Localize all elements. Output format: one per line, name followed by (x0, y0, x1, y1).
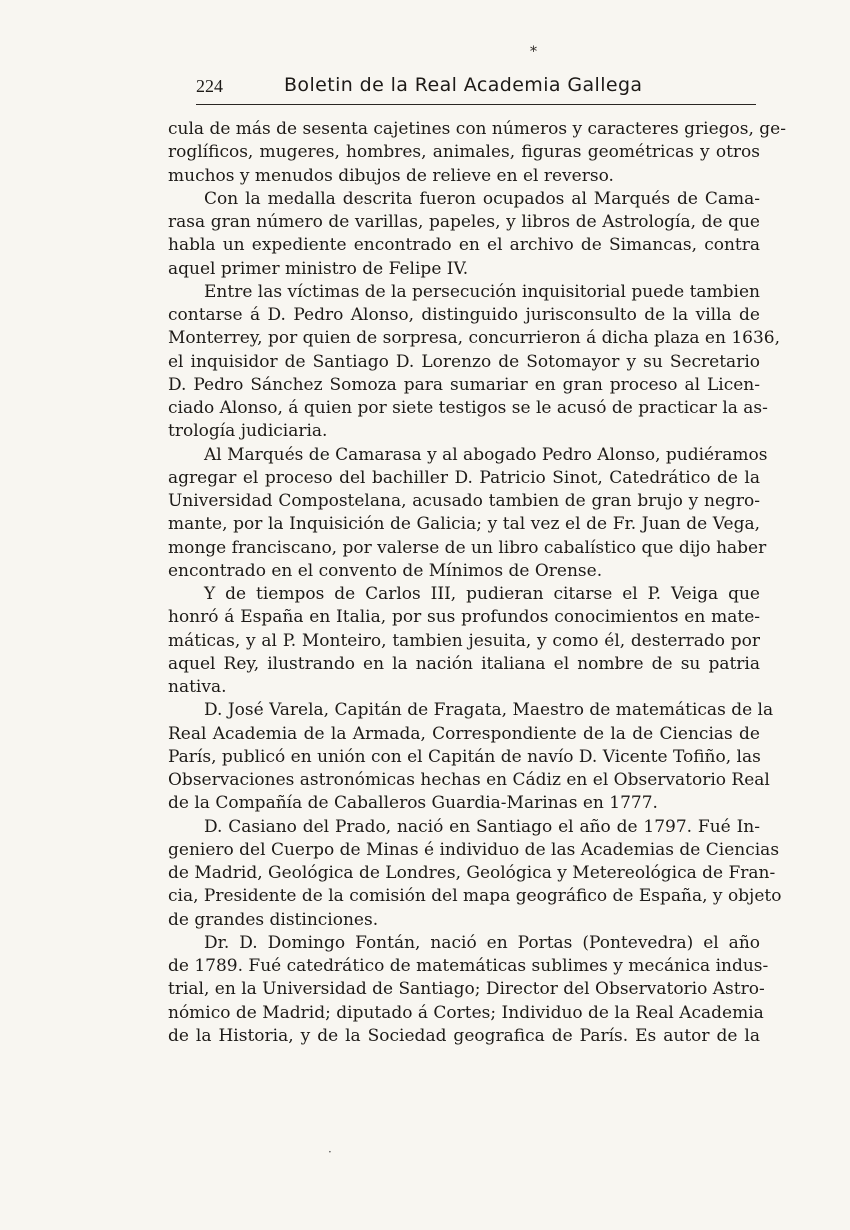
text-line: Al Marqués de Camarasa y al abogado Pedro Alonso, pudiéramos (204, 444, 768, 465)
text-line: Observaciones astronómicas hechas en Cádiz en el Observatorio Real (168, 770, 770, 790)
text-line: cula de más de sesenta cajetines con números y caracteres griegos, ge- (168, 119, 786, 139)
text-line: D. José Varela, Capitán de Fragata, Maestro de matemáticas de la (204, 700, 774, 721)
body-text (168, 118, 786, 1048)
text-line: París, publicó en unión con el Capitán de navío D. Vicente Tofiño, las (168, 746, 761, 767)
text-line: encontrado en el convento de Mínimos de Orense. (168, 560, 603, 581)
running-title: Boletin de la Real Academia Gallega (284, 74, 643, 96)
text-line: Dr. D. Domingo Fontán, nació en Portas (Pontevedra) el año (204, 932, 760, 953)
text-line: trología judiciaria. (168, 421, 328, 442)
text-line: D. Pedro Sánchez Somoza para sumariar en gran proceso al Licen- (168, 374, 760, 395)
header-rule (196, 104, 756, 105)
text-line: de Madrid, Geológica de Londres, Geológica y Metereológica de Fran- (168, 863, 776, 883)
text-line: monge franciscano, por valerse de un libro cabalístico que dijo haber (168, 537, 767, 558)
text-line: de la Compañía de Caballeros Guardia-Marinas en 1777. (168, 793, 658, 814)
text-line: contarse á D. Pedro Alonso, distinguido jurisconsulto de la villa de (168, 305, 760, 325)
page-number: 224 (196, 76, 223, 96)
text-line: ciado Alonso, á quien por siete testigos se le acusó de practicar la as- (168, 398, 768, 418)
text-line: aquel primer ministro de Felipe IV. (168, 258, 469, 279)
text-line: nómico de Madrid; diputado á Cortes; Individuo de la Real Academia (168, 1002, 764, 1023)
text-line: trial, en la Universidad de Santiago; Director del Observatorio Astro- (168, 979, 765, 1000)
text-line: aquel Rey, ilustrando en la nación italiana el nombre de su patria (168, 653, 760, 674)
running-header (196, 74, 756, 102)
text-line: el inquisidor de Santiago D. Lorenzo de Sotomayor y su Secretario (168, 351, 760, 372)
text-line: Entre las víctimas de la persecución inquisitorial puede tambien (204, 281, 760, 302)
header-ornament: * (530, 44, 537, 60)
text-line: mante, por la Inquisición de Galicia; y tal vez el de Fr. Juan de Vega, (168, 514, 760, 535)
text-line: rasa gran número de varillas, papeles, y libros de Astrología, de que (168, 212, 760, 232)
text-line: D. Casiano del Prado, nació en Santiago el año de 1797. Fué In- (204, 816, 760, 837)
text-line: nativa. (168, 677, 227, 697)
text-line: honró á España en Italia, por sus profundos conocimientos en mate- (168, 607, 760, 628)
text-line: habla un expediente encontrado en el archivo de Simancas, contra (168, 235, 760, 256)
text-line: agregar el proceso del bachiller D. Patricio Sinot, Catedrático de la (168, 467, 760, 488)
text-line: muchos y menudos dibujos de relieve en el reverso. (168, 165, 614, 186)
text-line: Universidad Compostelana, acusado tambien de gran brujo y negro- (168, 491, 760, 511)
text-line: Real Academia de la Armada, Correspondiente de la de Ciencias de (168, 723, 760, 744)
text-line: Con la medalla descrita fueron ocupados al Marqués de Cama- (204, 188, 760, 209)
text-line: cia, Presidente de la comisión del mapa geográfico de España, y objeto (168, 886, 782, 907)
ink-speck: · (328, 1145, 332, 1159)
text-line: máticas, y al P. Monteiro, tambien jesuita, y como él, desterrado por (168, 630, 760, 651)
text-line: Y de tiempos de Carlos III, pudieran citarse el P. Veiga que (204, 584, 760, 604)
text-line: de 1789. Fué catedrático de matemáticas sublimes y mecánica indus- (168, 956, 769, 976)
text-line: roglíficos, mugeres, hombres, animales, figuras geométricas y otros (168, 142, 760, 163)
text-line: de grandes distinciones. (168, 909, 379, 930)
text-line: de la Historia, y de la Sociedad geografica de París. Es autor de la (168, 1025, 760, 1046)
text-line: Monterrey, por quien de sorpresa, concurrieron á dicha plaza en 1636, (168, 328, 780, 349)
text-line: geniero del Cuerpo de Minas é individuo de las Academias de Ciencias (168, 839, 780, 860)
